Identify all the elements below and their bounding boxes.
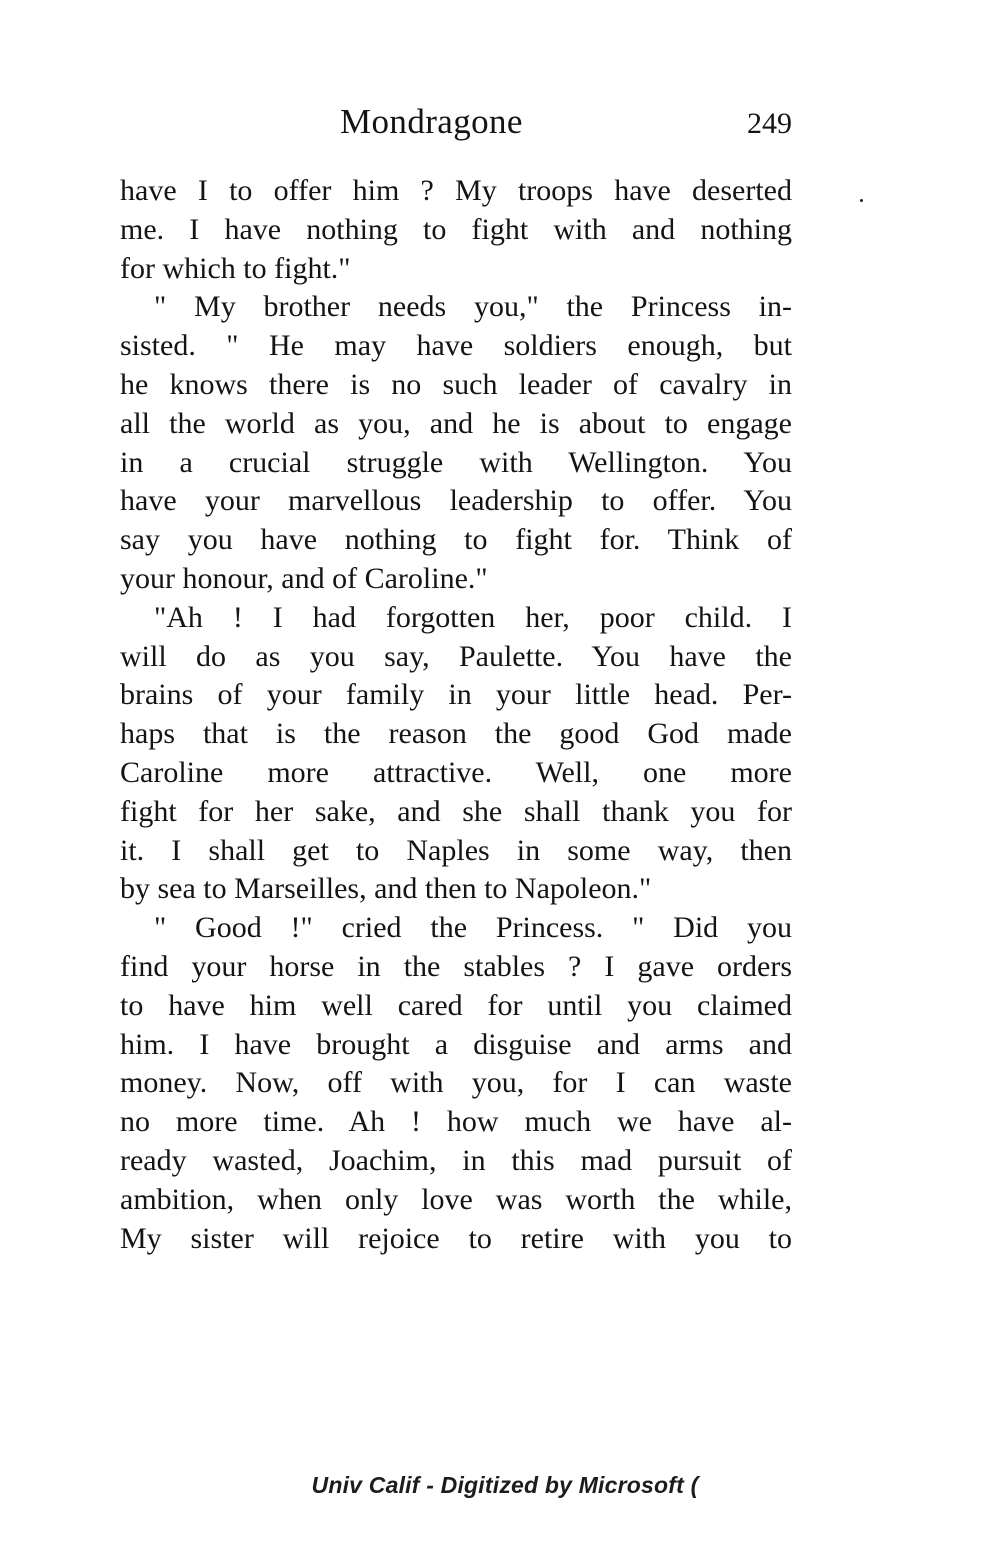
text-line: for which to fight." — [120, 251, 351, 285]
text-line: your honour, and of Caroline." — [120, 561, 488, 595]
text-line: My sister will rejoice to retire with you to — [120, 1221, 792, 1255]
text-line: brains of your family in your little head. Per- — [120, 678, 792, 712]
text-line: ready wasted, Joachim, in this mad pursuit of — [120, 1143, 792, 1177]
text-line: him. I have brought a disguise and arms and — [120, 1027, 792, 1061]
text-line: fight for her sake, and she shall thank you for — [120, 794, 792, 828]
text-line: sisted. " He may have soldiers enough, but — [120, 329, 792, 363]
text-line: money. Now, off with you, for I can waste — [120, 1066, 792, 1100]
text-line: ambition, when only love was worth the while, — [120, 1182, 792, 1216]
text-line: " Good !" cried the Princess. " Did you — [154, 911, 792, 945]
body-text — [120, 172, 792, 1258]
text-line: have your marvellous leadership to offer. You — [120, 484, 792, 518]
text-line: haps that is the reason the good God made — [120, 717, 792, 751]
text-line: find your horse in the stables ? I gave orders — [120, 949, 792, 983]
text-line: he knows there is no such leader of cavalry in — [120, 367, 792, 401]
text-line: all the world as you, and he is about to engage — [120, 406, 792, 440]
text-line: in a crucial struggle with Wellington. You — [120, 445, 792, 479]
scan-speck — [860, 199, 863, 202]
page-header — [120, 98, 792, 148]
text-line: it. I shall get to Naples in some way, then — [120, 833, 792, 867]
text-line: by sea to Marseilles, and then to Napoleon." — [120, 872, 652, 906]
page-number: 249 — [747, 107, 792, 140]
text-line: have I to offer him ? My troops have deserted — [120, 174, 792, 207]
text-line: Caroline more attractive. Well, one more — [120, 755, 792, 789]
text-line: " My brother needs you," the Princess in- — [154, 290, 792, 324]
text-line: say you have nothing to fight for. Think of — [120, 523, 792, 557]
text-line: will do as you say, Paulette. You have the — [120, 639, 792, 673]
text-line: no more time. Ah ! how much we have al- — [120, 1105, 792, 1139]
text-line: to have him well cared for until you claimed — [120, 988, 792, 1022]
digitization-watermark: Univ Calif - Digitized by Microsoft ( — [311, 1472, 699, 1498]
running-title: Mondragone — [340, 102, 523, 141]
text-line: "Ah ! I had forgotten her, poor child. I — [154, 600, 792, 634]
text-line: me. I have nothing to fight with and nothing — [120, 212, 792, 246]
